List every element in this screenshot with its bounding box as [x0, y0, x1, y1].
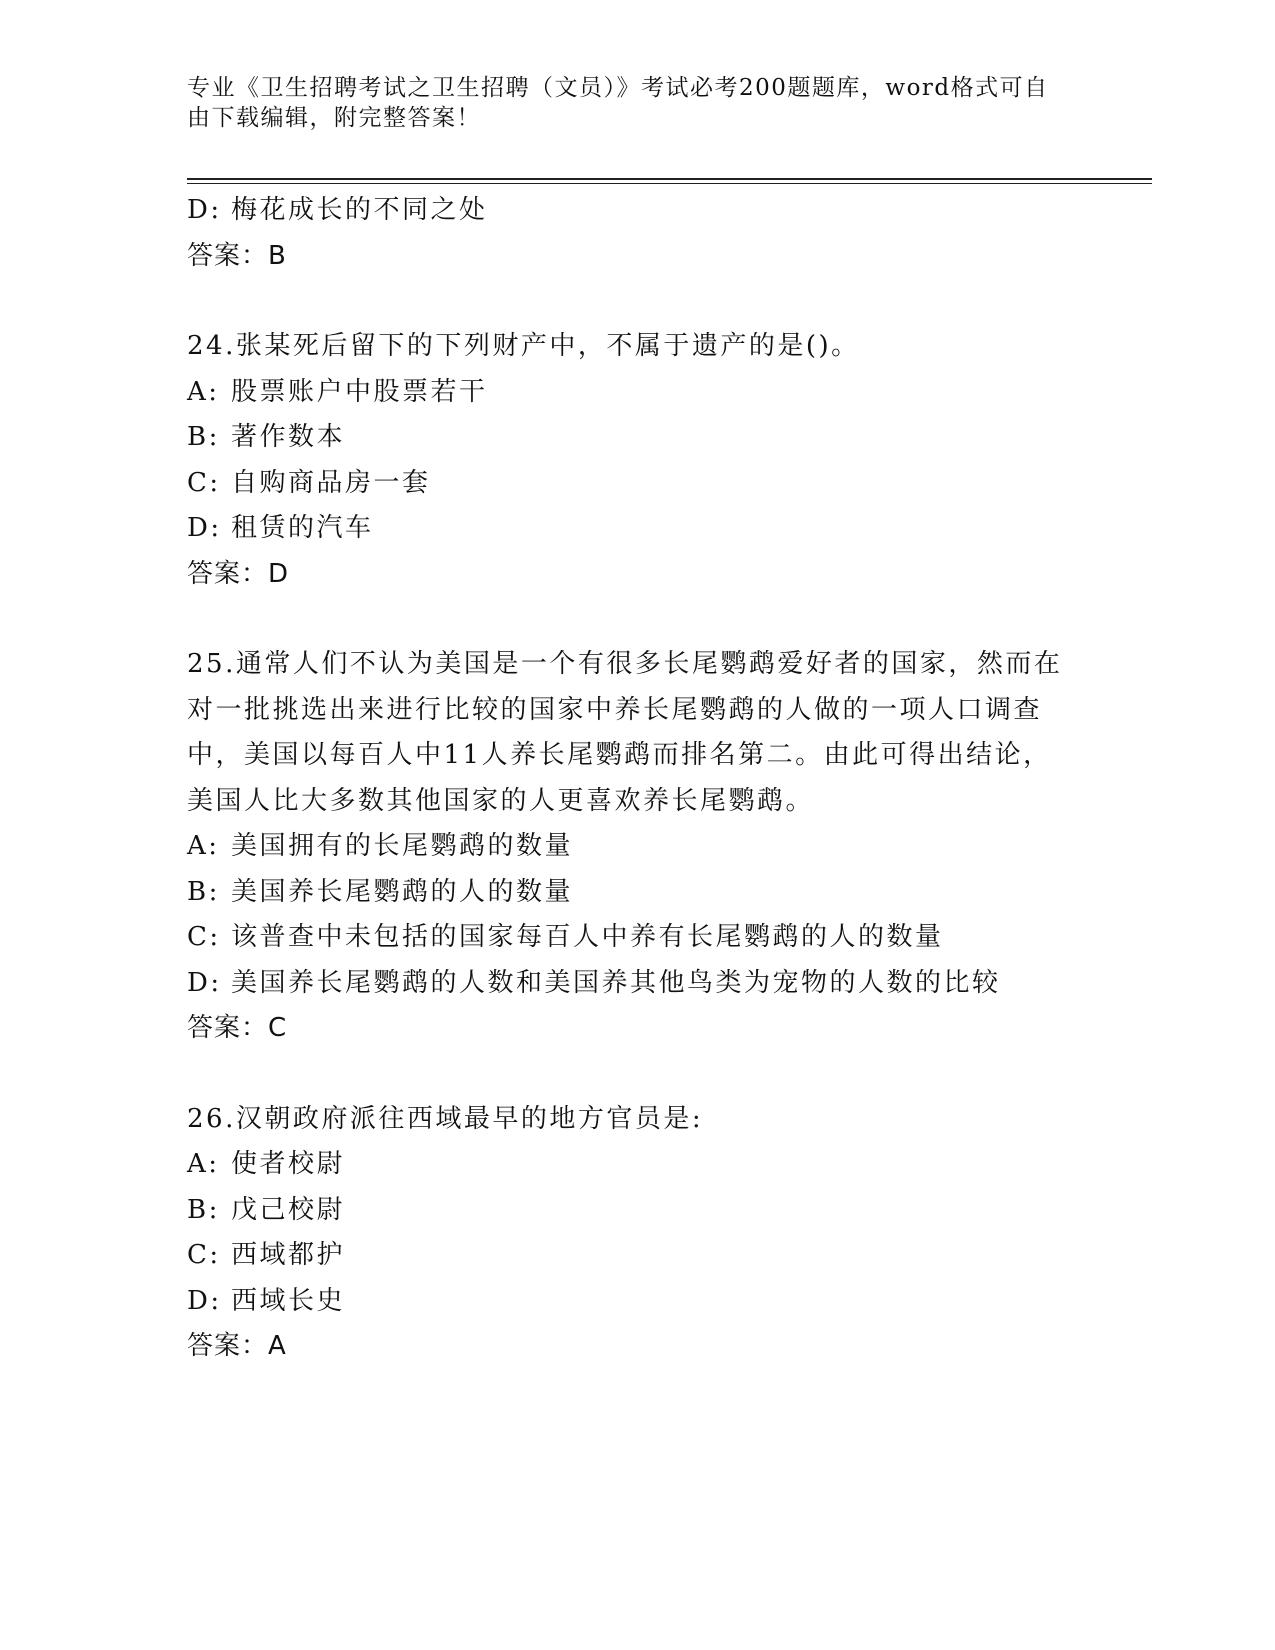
option-text: 租赁的汽车 — [231, 513, 374, 543]
option-d — [187, 961, 1087, 1007]
option-text: 使者校尉 — [231, 1149, 346, 1179]
option-text: 股票账户中股票若干 — [231, 376, 488, 407]
header-divider-thin — [187, 183, 1152, 184]
question-list — [187, 188, 1087, 1370]
option-text: 西域长史 — [231, 1285, 346, 1316]
option-label: C: — [187, 922, 221, 952]
option-label: A: — [187, 1149, 220, 1179]
option-a — [187, 370, 1087, 416]
option-text: 美国养长尾鹦鹉的人数和美国养其他鸟类为宠物的人数的比较 — [231, 967, 1001, 998]
option-d — [187, 1279, 1087, 1325]
document-header: 专业《卫生招聘考试之卫生招聘（文员）》考试必考200题题库，word格式可自由下载编辑，附完整答案！ — [187, 75, 1049, 131]
option-text: 美国养长尾鹦鹉的人的数量 — [231, 876, 574, 907]
option-text: 自购商品房一套 — [231, 467, 431, 498]
question-stem: 25.通常人们不认为美国是一个有很多长尾鹦鹉爱好者的国家，然而在对一批挑选出来进行比较的国家中养长尾鹦鹉的人做的一项人口调查中，美国以每百人中11人养长尾鹦鹉而排名第二。由此可得出结论，美国人比大多数其他国家的人更喜欢养长尾鹦鹉。 — [187, 649, 1063, 816]
option-label: B: — [187, 876, 220, 907]
option-d — [187, 506, 1087, 552]
option-label: A: — [187, 376, 220, 407]
option-text: 梅花成长的不同之处 — [231, 195, 488, 225]
option-c — [187, 1233, 1087, 1279]
previous-question-tail — [187, 188, 1087, 279]
option-d — [187, 188, 1087, 234]
answer-line: 答案：B — [187, 240, 287, 271]
option-label: B: — [187, 1194, 220, 1225]
option-text: 著作数本 — [231, 422, 346, 452]
answer-line: 答案：A — [187, 1331, 287, 1361]
question-24 — [187, 324, 1087, 597]
question-stem: 24.张某死后留下的下列财产中，不属于遗产的是()。 — [187, 331, 860, 361]
option-b — [187, 415, 1087, 461]
option-b — [187, 870, 1087, 916]
option-label: C: — [187, 1240, 221, 1270]
option-label: A: — [187, 831, 220, 861]
option-text: 戊己校尉 — [231, 1194, 346, 1225]
question-stem: 26.汉朝政府派往西域最早的地方官员是: — [187, 1103, 704, 1134]
option-label: D: — [187, 1285, 222, 1316]
header-divider-thick — [187, 178, 1152, 180]
option-text: 该普查中未包括的国家每百人中养有长尾鹦鹉的人的数量 — [231, 922, 944, 952]
question-26 — [187, 1097, 1087, 1370]
answer-line: 答案：D — [187, 558, 290, 589]
question-25 — [187, 642, 1087, 1052]
answer-line: 答案：C — [187, 1013, 288, 1043]
option-label: B: — [187, 422, 220, 452]
option-c — [187, 461, 1087, 507]
option-c — [187, 915, 1087, 961]
option-b — [187, 1188, 1087, 1234]
option-text: 西域都护 — [231, 1240, 346, 1270]
option-a — [187, 824, 1087, 870]
option-text: 美国拥有的长尾鹦鹉的数量 — [231, 831, 574, 861]
option-a — [187, 1142, 1087, 1188]
option-label: D: — [187, 195, 222, 225]
option-label: C: — [187, 467, 221, 498]
option-label: D: — [187, 967, 222, 998]
option-label: D: — [187, 513, 222, 543]
